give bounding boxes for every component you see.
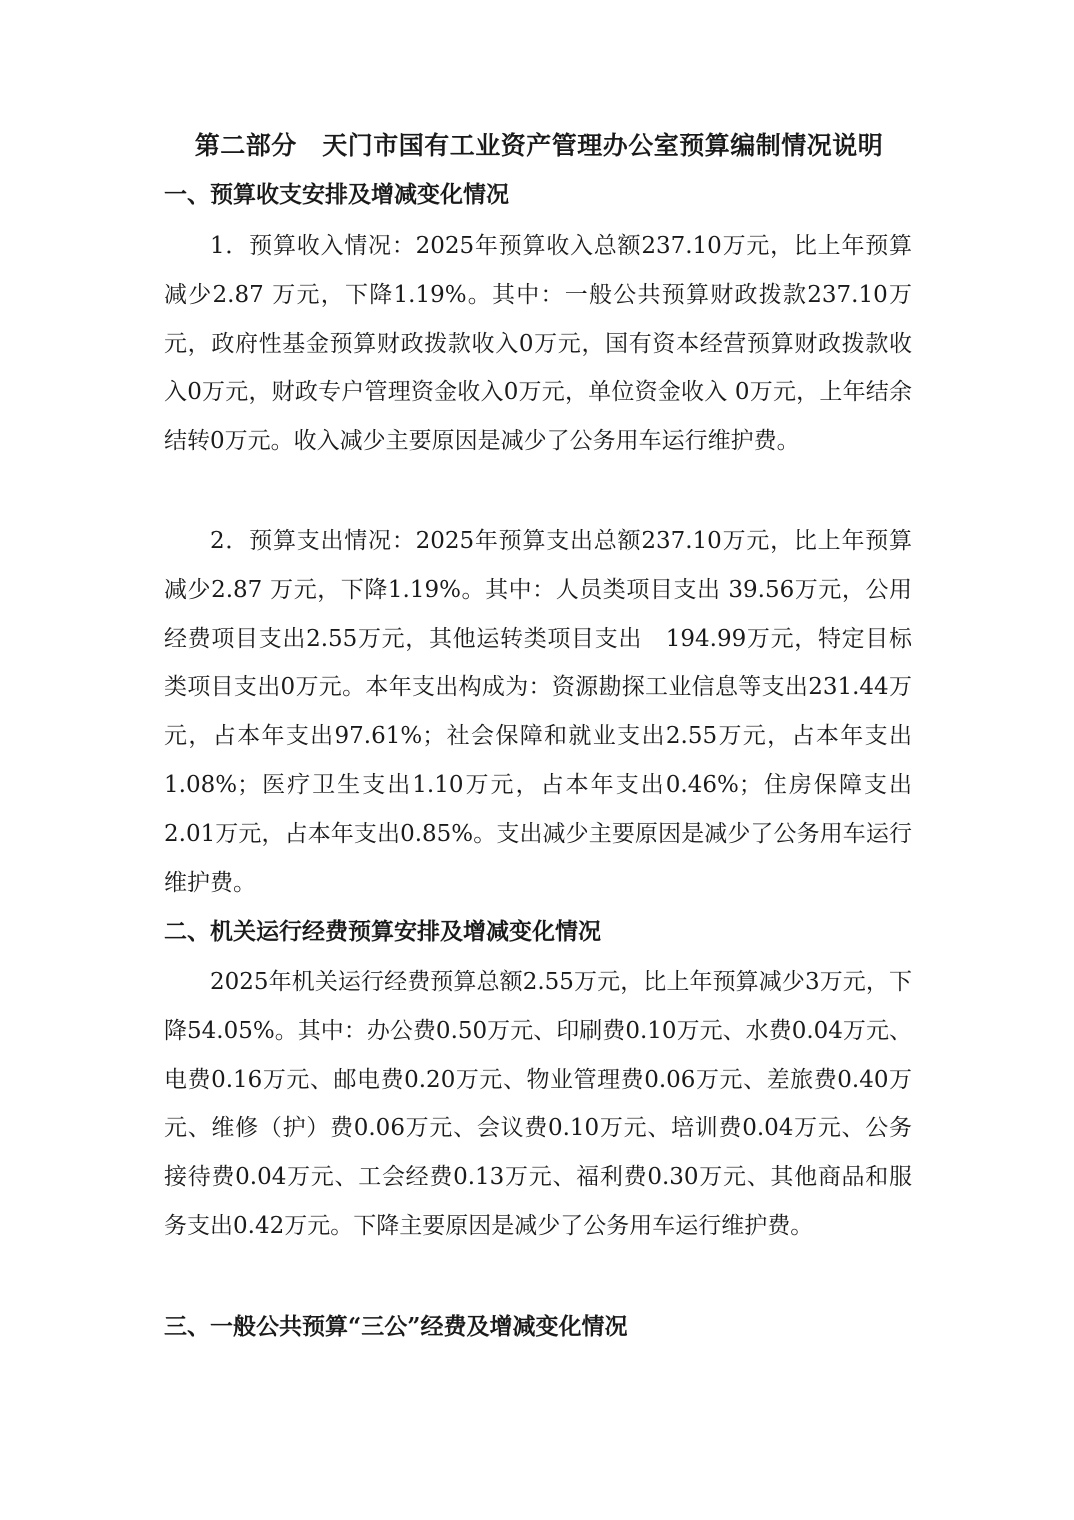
document-title: 第二部分 天门市国有工业资产管理办公室预算编制情况说明 [194,131,884,160]
section-heading-2: 二、机关运行经费预算安排及增减变化情况 [164,918,601,945]
section-heading-1: 一、预算收支安排及增减变化情况 [164,181,509,208]
paragraph-budget-income: 1．预算收入情况：2025年预算收入总额237.10万元，比上年预算减少2.87 万元，下降1.19%。其中：一般公共预算财政拨款237.10万元，政府性基金预算财政拨款收入0万元，国有资本经营预算财政拨款收入0万元，财政专户管理资金收入0万元，单位资金收入 0万元，上年结余结转0万元。收入减少主要原因是减少了公务用车运行维护费。 [164,233,912,455]
paragraph-operating-expenses: 2025年机关运行经费预算总额2.55万元，比上年预算减少3万元，下降54.05%。其中：办公费0.50万元、印刷费0.10万元、水费0.04万元、电费0.16万元、邮电费0.20万元、物业管理费0.06万元、差旅费0.40万元、维修（护）费0.06万元、会议费0.10万元、培训费0.04万元、公务接待费0.04万元、工会经费0.13万元、福利费0.30万元、其他商品和服务支出0.42万元。下降主要原因是减少了公务用车运行维护费。 [164,969,912,1239]
paragraph-budget-expenditure: 2．预算支出情况：2025年预算支出总额237.10万元，比上年预算减少2.87 万元，下降1.19%。其中：人员类项目支出 39.56万元，公用经费项目支出2.55万元，其他运转类项目支出 194.99万元，特定目标类项目支出0万元。本年支出构成为：资源勘探工业信息等支出231.44万元，占本年支出97.61%；社会保障和就业支出2.55万元，占本年支出1.08%；医疗卫生支出1.10万元，占本年支出0.46%；住房保障支出 2.01万元，占本年支出0.85%。支出减少主要原因是减少了公务用车运行维护费。 [164,528,912,896]
section-heading-3: 三、一般公共预算“三公”经费及增减变化情况 [164,1313,628,1340]
